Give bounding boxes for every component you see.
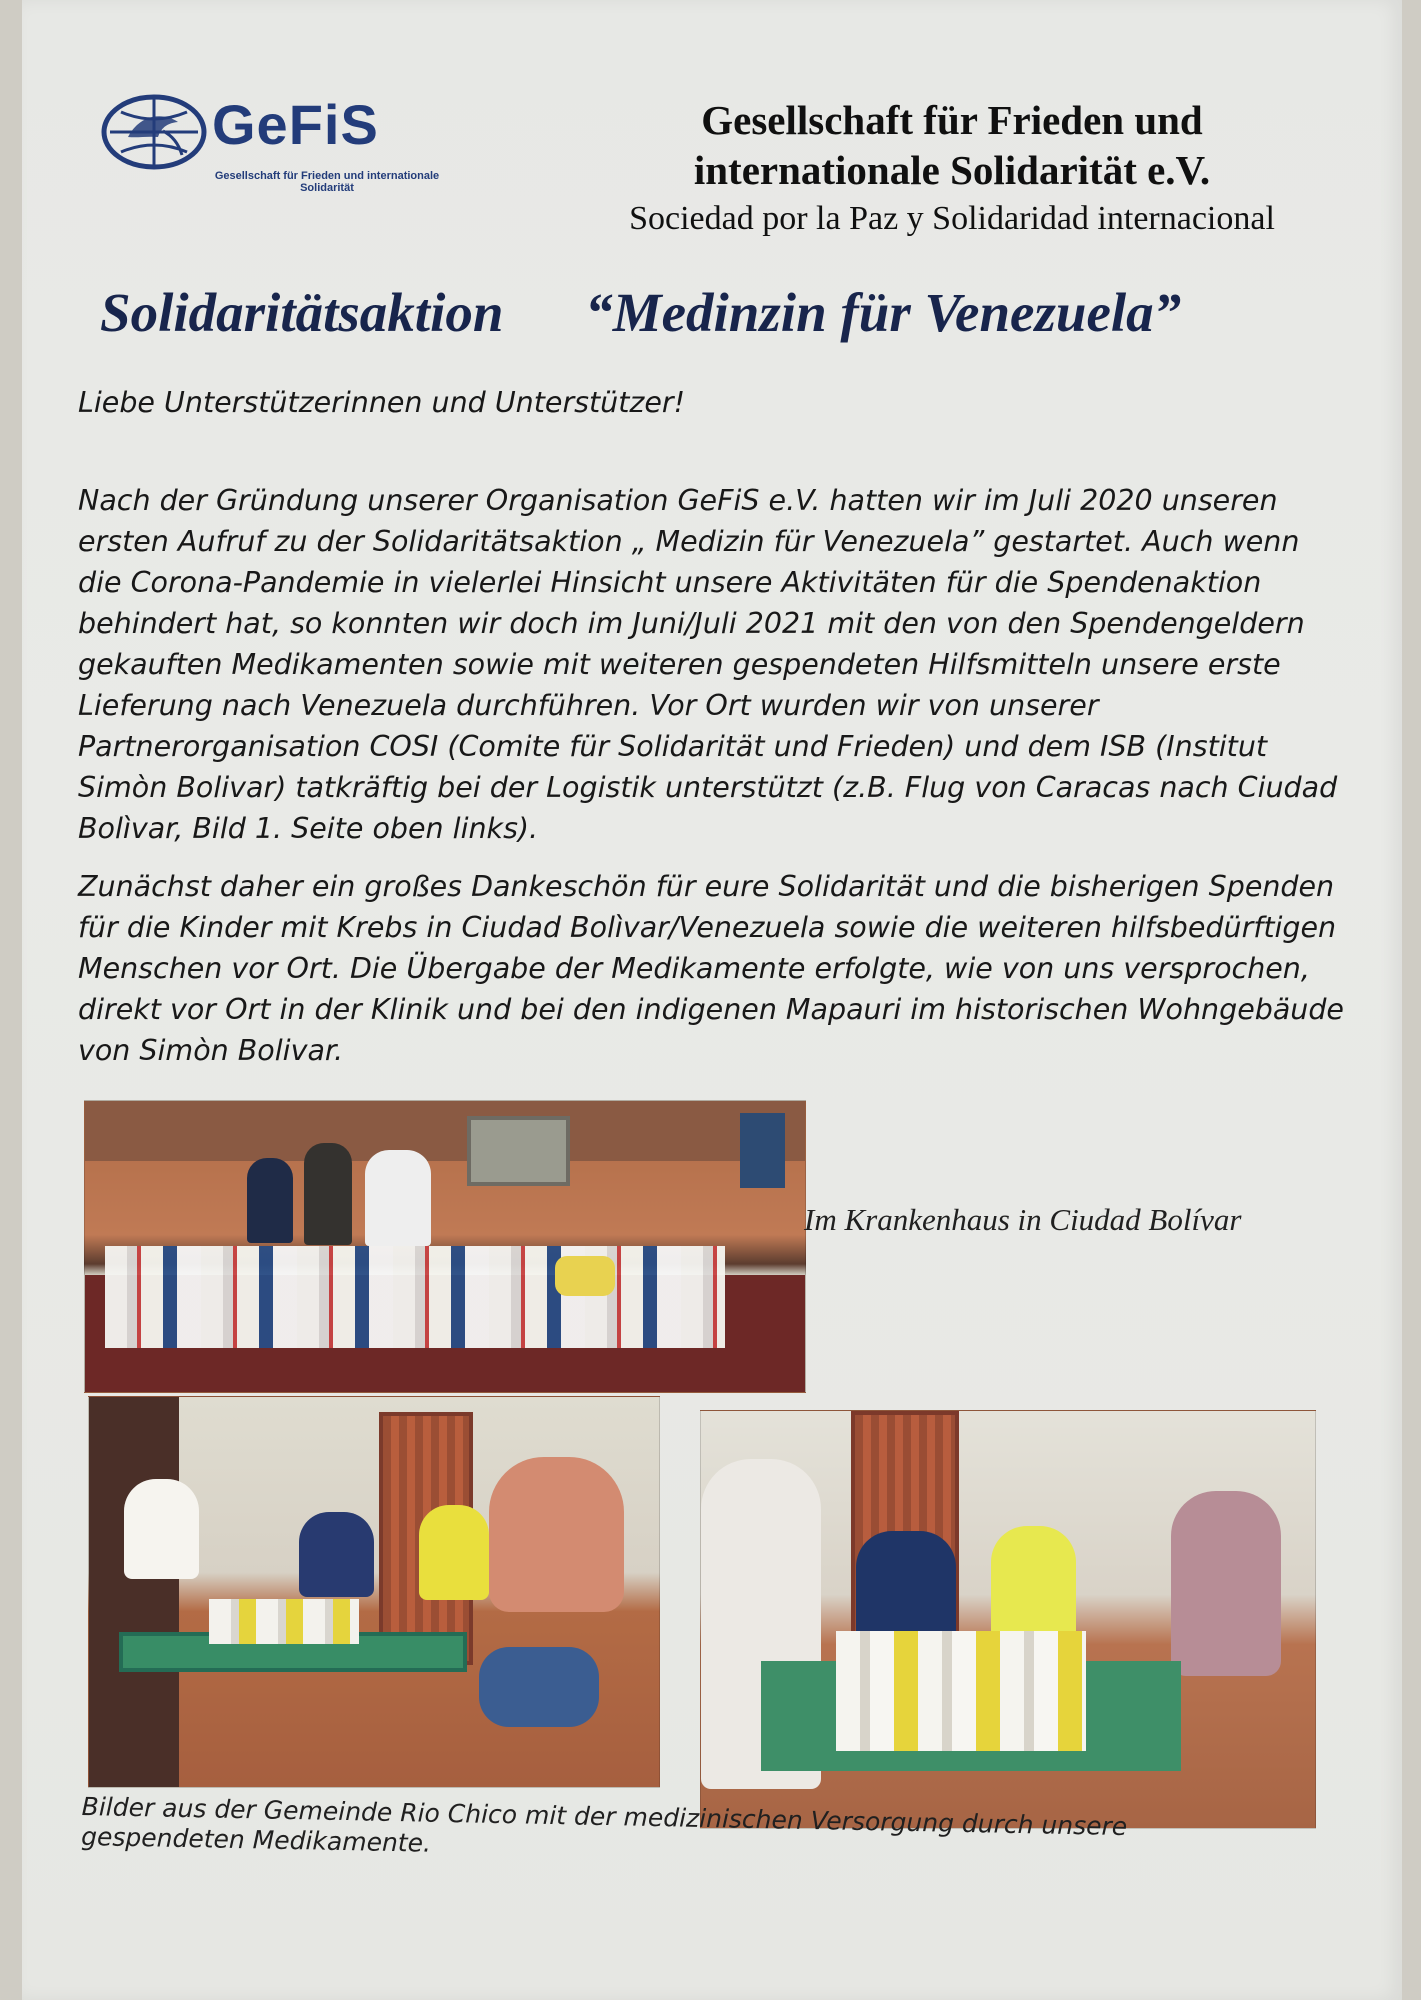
dark-door xyxy=(89,1397,179,1787)
rio-chico-photo-left xyxy=(88,1396,660,1788)
person-shape xyxy=(124,1479,199,1579)
campaign-headline xyxy=(100,277,1340,349)
person-shape xyxy=(419,1505,489,1600)
headline-right: “Medinzin für Venezuela” xyxy=(585,282,1182,343)
organization-name-line-1: Gesellschaft für Frieden und xyxy=(701,97,1203,143)
rio-chico-caption: Bilder aus der Gemeinde Rio Chico mit der medizinischen Versorgung durch unsere gespendeten Medikamente. xyxy=(80,1792,1128,1858)
document-page xyxy=(22,0,1402,2000)
greeting: Liebe Unterstützerinnen und Unterstützer! xyxy=(78,386,686,419)
medicine-packages xyxy=(209,1599,359,1644)
organization-header xyxy=(542,95,1362,241)
medicine-packages xyxy=(836,1631,1086,1751)
wall-poster xyxy=(740,1113,785,1188)
headline-left: Solidaritätsaktion xyxy=(100,282,504,343)
hospital-photo-upper-wall xyxy=(85,1101,805,1161)
yellow-container xyxy=(555,1256,615,1296)
hospital-caption: Im Krankenhaus in Ciudad Bolívar xyxy=(804,1202,1242,1237)
medicine-boxes xyxy=(105,1246,725,1348)
logo-wordmark: GeFiS xyxy=(212,93,379,156)
person-shape xyxy=(247,1158,293,1243)
hospital-window xyxy=(467,1116,570,1186)
body-paragraph-1: Nach der Gründung unserer Organisation GeFiS e.V. hatten wir im Juli 2020 unseren ersten Aufruf zu der Solidaritätsaktion „ Medizin für Venezuela” gestartet. Auch wenn die Corona-Pandemie in vielerlei Hinsicht unsere Aktivitäten für die Spendenaktion behindert hat, so konnten wir doch im Juni/Juli 2021 mit den von den Spendengeldern gekauften Medikamenten sowie mit weiteren gespendeten Hilfsmitteln unsere erste Lieferung nach Venezuela durchführen. Vor Ort wurden wir von unserer Partnerorganisation COSI (Comite für Solidarität und Frieden) und dem ISB (Institut Simòn Bolivar) tatkräftig bei der Logistik unterstützt (z.B. Flug von Caracas nach Ciudad Bolìvar, Bild 1. Seite oben links). xyxy=(78,484,1338,845)
logo-subtitle: Gesellschaft für Frieden und internationale Solidarität xyxy=(214,170,440,194)
person-shape xyxy=(299,1512,374,1597)
body-paragraph-2: Zunächst daher ein großes Dankeschön für eure Solidarität und die bisherigen Spenden für die Kinder mit Krebs in Ciudad Bolìvar/Venezuela sowie die weiteren hilfsbedürftigen Menschen vor Ort. Die Übergabe der Medikamente erfolgte, wie von uns versprochen, direkt vor Ort in der Klinik und bei den indigenen Mapauri im historischen Wohngebäude von Simòn Bolivar. xyxy=(78,870,1344,1067)
person-shape xyxy=(304,1143,352,1245)
person-shape xyxy=(479,1647,599,1727)
organization-name-line-2: internationale Solidarität e.V. xyxy=(693,147,1211,193)
globe-dove-icon xyxy=(100,92,210,172)
rio-chico-photo-right xyxy=(700,1410,1316,1829)
person-shape xyxy=(991,1526,1076,1646)
person-shape xyxy=(1171,1491,1281,1676)
organization-name-spanish: Sociedad por la Paz y Solidaridad internacional xyxy=(629,200,1275,237)
person-shape xyxy=(365,1150,431,1246)
person-shape xyxy=(856,1531,956,1646)
gefis-logo xyxy=(100,92,460,212)
person-shape xyxy=(489,1457,624,1612)
hospital-photo xyxy=(84,1100,806,1393)
